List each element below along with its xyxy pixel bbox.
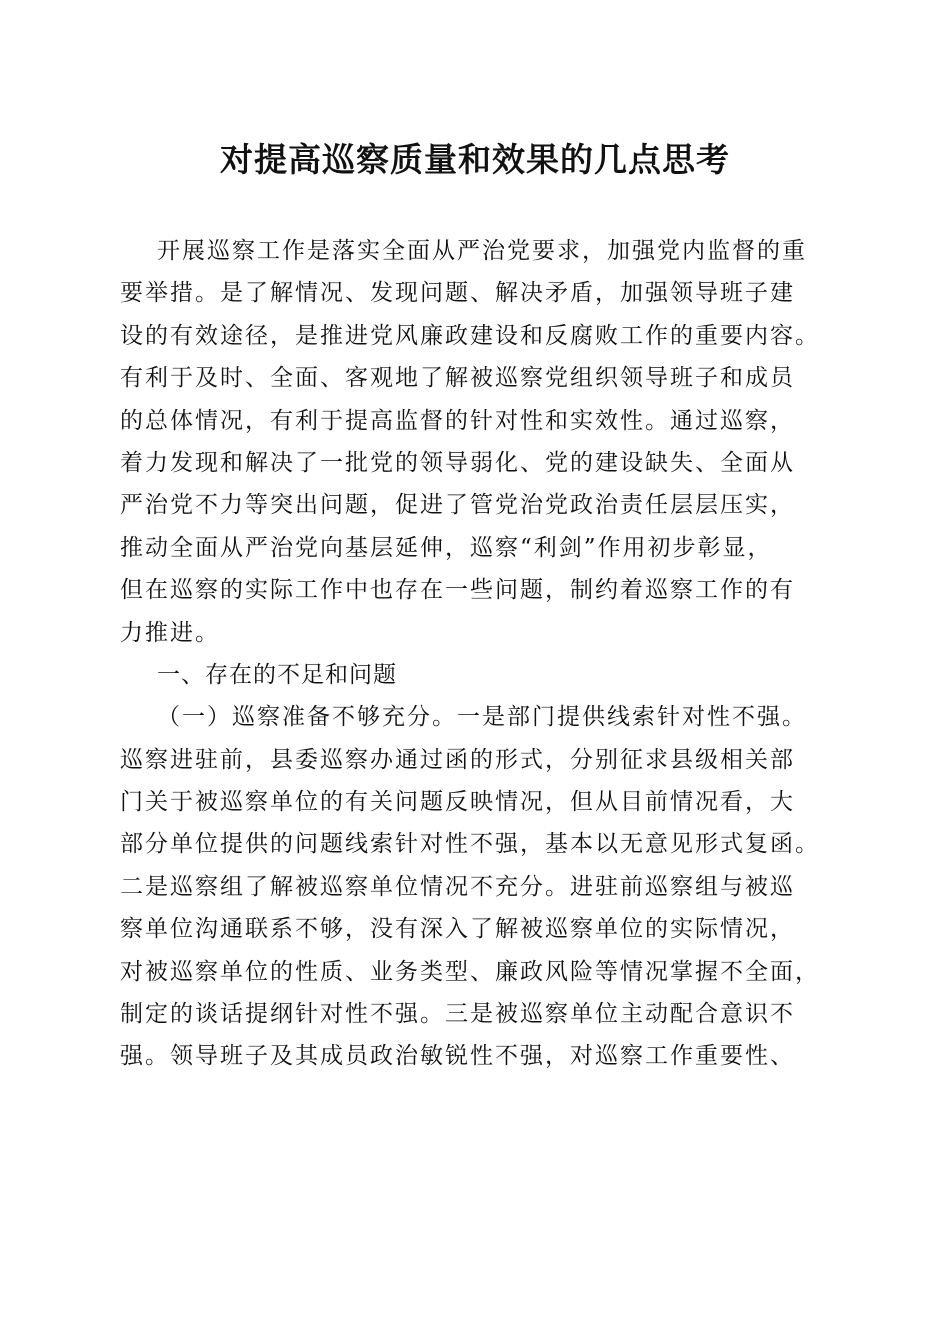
section-heading: 一、存在的不足和问题: [157, 661, 397, 688]
document-body: [120, 230, 832, 1078]
subsection-line: 巡察进驻前，县委巡察办通过函的形式，分别征求县级相关部: [120, 746, 795, 773]
subsection-line: 部分单位提供的问题线索针对性不强，基本以无意见形式复函。: [120, 831, 820, 858]
intro-line: 要举措。是了解情况、发现问题、解决矛盾，加强领导班子建: [120, 280, 795, 307]
subsection-line: 二是巡察组了解被巡察单位情况不充分。进驻前巡察组与被巡: [120, 873, 795, 900]
subsection-line: 强。领导班子及其成员政治敏锐性不强，对巡察工作重要性、: [120, 1043, 795, 1070]
intro-line: 的总体情况，有利于提高监督的针对性和实效性。通过巡察，: [120, 407, 795, 434]
intro-line: 有利于及时、全面、客观地了解被巡察党组织领导班子和成员: [120, 365, 795, 392]
subsection-first-line-text: 一是部门提供线索针对性不强。: [457, 704, 807, 731]
subsection-first-line: [120, 696, 832, 738]
intro-line: 但在巡察的实际工作中也存在一些问题，制约着巡察工作的有: [120, 577, 795, 604]
intro-line: 推动全面从严治党向基层延伸，巡察“利剑”作用初步彰显，: [120, 534, 773, 561]
subsection-line: 门关于被巡察单位的有关问题反映情况，但从目前情况看，大: [120, 789, 795, 816]
intro-line: 着力发现和解决了一批党的领导弱化、党的建设缺失、全面从: [120, 449, 795, 476]
document-title: 对提高巡察质量和效果的几点思考: [220, 140, 730, 179]
subsection-line: 制定的谈话提纲针对性不强。三是被巡察单位主动配合意识不: [120, 1001, 795, 1028]
intro-line: 力推进。: [120, 619, 220, 646]
intro-line: 开展巡察工作是落实全面从严治党要求，加强党内监督的重: [157, 238, 807, 264]
subsection-line: 察单位沟通联系不够，没有深入了解被巡察单位的实际情况，: [120, 916, 795, 943]
intro-line: 严治党不力等突出问题，促进了管党治党政治责任层层压实，: [120, 492, 795, 519]
subsection-heading: （一）巡察准备不够充分。: [157, 704, 457, 731]
subsection-line: 对被巡察单位的性质、业务类型、廉政风险等情况掌握不全面，: [120, 958, 820, 985]
intro-line: 设的有效途径，是推进党风廉政建设和反腐败工作的重要内容。: [120, 322, 820, 349]
